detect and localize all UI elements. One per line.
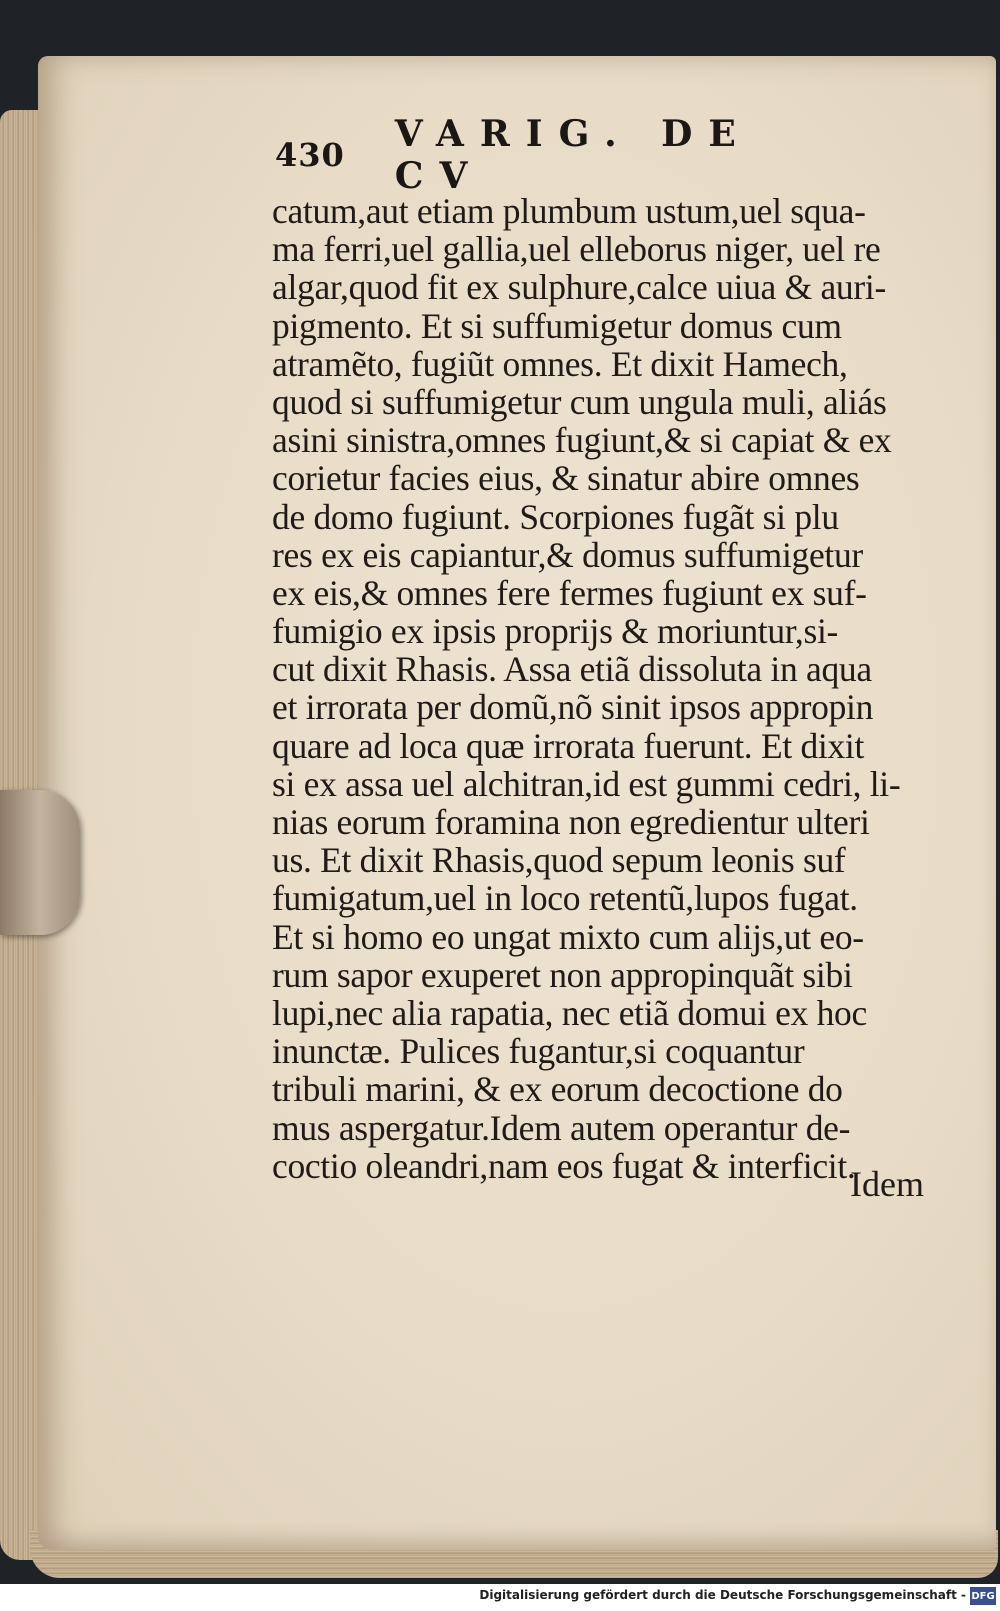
- text-line: nias eorum foramina non egredientur ulteri: [272, 802, 870, 842]
- text-line: pigmento. Et si suffumigetur domus cum: [272, 305, 842, 346]
- text-line: catum,aut etiam plumbum ustum,uel squa-: [272, 191, 866, 231]
- text-line: rum sapor exuperet non appropinquãt sibi: [272, 954, 853, 995]
- book-clasp: [0, 790, 80, 935]
- text-line: atramẽto, fugiũt omnes. Et dixit Hamech,: [272, 343, 848, 384]
- text-line: lupi,nec alia rapatia, nec etiã domui ex hoc: [272, 992, 867, 1033]
- text-line: fumigio ex ipsis proprijs & moriuntur,si-: [272, 611, 839, 652]
- text-line: ma ferri,uel gallia,uel elleborus niger, uel re: [272, 229, 881, 270]
- catchword: Idem: [850, 1164, 924, 1204]
- dfg-logo-icon[interactable]: DFG: [970, 1587, 996, 1605]
- text-line: si ex assa uel alchitran,id est gummi cedri, li-: [272, 763, 901, 804]
- text-line: cut dixit Rhasis. Assa etiã dissoluta in aqua: [272, 649, 872, 690]
- text-line: quod si suffumigetur cum ungula muli, aliás: [272, 381, 887, 422]
- page-header: [275, 113, 835, 197]
- text-line: algar,quod fit ex sulphure,calce uiua & auri-: [272, 267, 886, 308]
- funding-credit: Digitalisierung gefördert durch die Deutsche Forschungsgemeinschaft -: [479, 1588, 966, 1602]
- page-number: 430: [275, 136, 345, 174]
- text-line: res ex eis capiantur,& domus suffumigetur: [272, 534, 863, 575]
- text-line: ex eis,& omnes fere fermes fugiunt ex suf-: [272, 572, 867, 613]
- footer-bar: [0, 1584, 1000, 1611]
- running-head: VARIG. DE CV: [394, 113, 752, 197]
- text-line: de domo fugiunt. Scorpiones fugãt si plu: [272, 496, 839, 537]
- text-line: corietur facies eius, & sinatur abire omnes: [272, 458, 860, 499]
- text-line: asini sinistra,omnes fugiunt,& si capiat & ex: [272, 420, 892, 461]
- text-line: us. Et dixit Rhasis,quod sepum leonis suf: [272, 840, 846, 881]
- text-line: Et si homo eo ungat mixto cum alijs,ut eo-: [272, 916, 864, 957]
- text-line: mus aspergatur.Idem autem operantur de-: [272, 1107, 851, 1148]
- text-line: coctio oleandri,nam eos fugat & interficit.: [272, 1145, 856, 1186]
- text-line: inunctæ. Pulices fugantur,si coquantur: [272, 1031, 805, 1072]
- text-line: tribuli marini, & ex eorum decoctione do: [272, 1069, 843, 1110]
- text-line: fumigatum,uel in loco retentũ,lupos fugat.: [272, 878, 858, 919]
- text-line: quare ad loca quæ irrorata fuerunt. Et dixit: [272, 725, 865, 766]
- body-text: [272, 192, 932, 1185]
- text-line: et irrorata per domũ,nõ sinit ipsos appropin: [272, 687, 874, 728]
